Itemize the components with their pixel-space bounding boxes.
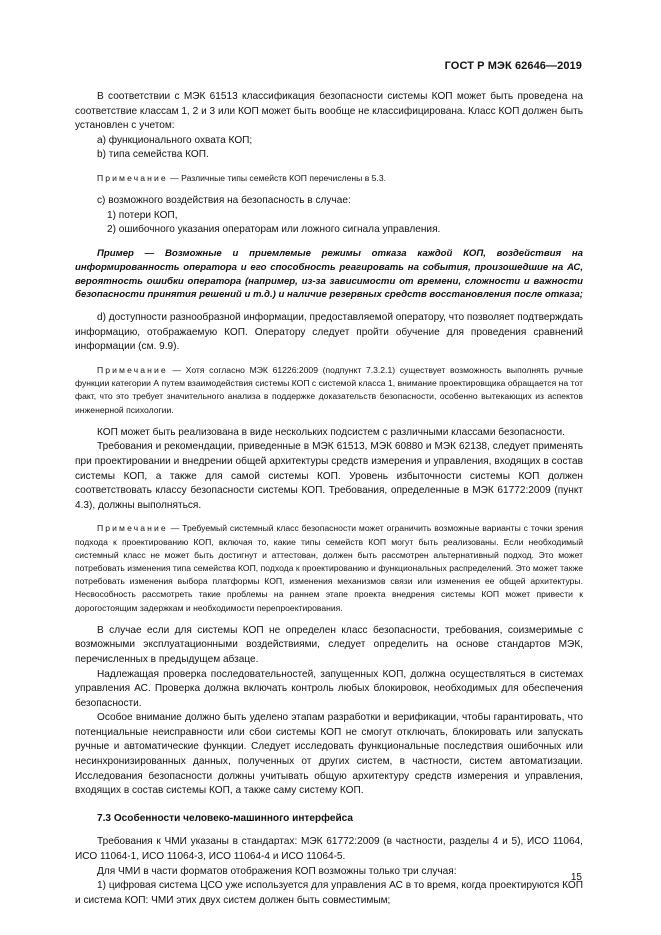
list-item-c2: 2) ошибочного указания операторам или ложного сигнала управления.	[107, 224, 441, 236]
standard-id-header: ГОСТ Р МЭК 62646—2019	[444, 60, 582, 72]
example-paragraph: Пример — Возможные и приемлемые режимы отказа каждой КОП, воздействия на информированность оператора и его способность реагировать на события, произошедшие на АС, вероятность ошибки оператора (например, из-за зависимости от времени, сложности и важности безопасности принятия решений и т.д.) и наличие резервных средств восстановления после отказа;	[75, 247, 583, 301]
list-item-c: c) возможного воздействия на безопасность в случае:	[97, 195, 351, 207]
paragraph-sequence-check: Надлежащая проверка последовательностей, запущенных КОП, должна осуществляться в системах управления АС. Проверка должна включать контроль любых блокировок, необходимых для обеспечения безопасности.	[75, 668, 583, 709]
list-item-d: d) доступности разнообразной информации, предоставляемой оператору, что позволяет подтверждать информацию, отображаемую КОП. Оператору следует пройти обучение для проведения сравнений информации (см. 9.9).	[75, 312, 583, 353]
paragraph-classification: В соответствии с МЭК 61513 классификация безопасности системы КОП может быть проведена на соответствие классам 1, 2 и 3 или КОП может быть вообще не классифицирована. Класс КОП должен быть установлен с учетом:	[75, 91, 583, 132]
list-item-a: a) функционального охвата КОП;	[97, 134, 253, 146]
list-item-b: b) типа семейства КОП.	[97, 149, 209, 161]
paragraph-subsystems: КОП может быть реализована в виде нескольких подсистем с различными классами безопасности.	[97, 426, 565, 438]
note-text: — Различные типы семейств КОП перечислены в 5.3.	[167, 172, 387, 183]
note-label: Примечание	[97, 364, 168, 375]
page-content	[75, 90, 583, 908]
note-2	[75, 364, 583, 417]
note-text: — Требуемый системный класс безопасности может ограничить возможные варианты с точки зрения подхода к проектированию КОП, включая то, какие типы семейств КОП могут быть реализованы. Если необходимый системный класс не может быть достигнут и аттестован, должен быть рассмотрен альтернативный подход. Это может потребовать изменения типа семейства КОП, подхода к проектированию и функциональных распределений. Это может также потребовать изменения выбора платформы КОП, изменения механизмов связи или изменения ее общей архитектуры. Несвособность рассмотреть такие проблемы на раннем этапе проекта внедрения системы КОП может привести к дорогостоящим задержкам и необходимости перепроектирования.	[75, 523, 583, 613]
note-label: Примечание	[97, 172, 168, 183]
note-3	[75, 522, 583, 614]
paragraph-hmi-cases: Для ЧМИ в части форматов отображения КОП возможны только три случая:	[97, 865, 457, 877]
section-heading: 7.3 Особенности человеко-машинного интерфейса	[97, 812, 354, 824]
paragraph-case-1: 1) цифровая система ЦСО уже используется для управления АС в то время, когда проектируются КОП и система КОП: ЧМИ этих двух систем должен быть совместимым;	[75, 880, 583, 906]
paragraph-undefined-class: В случае если для системы КОП не определен класс безопасности, требования, соизмеримые с возможными эксплуатационными воздействиями, следует определить на основе стандартов МЭК, перечисленных в предыдущем абзаце.	[75, 624, 583, 665]
note-1	[75, 172, 583, 185]
note-text: — Хотя согласно МЭК 61226:2009 (подпункт 7.3.2.1) существует возможность выполнять ручные функции категории А путем взаимодействия системы КОП с системой класса 1, внимание проектировщика обращается на тот факт, что это требует значительного анализа в поддержке доказательств безопасности, особенно вытекающих из аспектов инженерной психологии.	[75, 364, 583, 415]
page-number: 15	[570, 872, 582, 883]
list-item-c1: 1) потери КОП,	[107, 209, 178, 221]
paragraph-requirements: Требования и рекомендации, приведенные в МЭК 61513, МЭК 60880 и МЭК 62138, следует применять при проектировании и внедрении общей архитектуры средств измерения и управления, входящих в состав системы КОП, а также для самой системы КОП. Уровень избыточности системы КОП должен соответствовать классу безопасности системы КОП. Требования, определенные в МЭК 61772:2009 (пункт 4.3), должны выполняться.	[75, 441, 583, 511]
note-label: Примечание	[97, 523, 168, 534]
paragraph-verification: Особое внимание должно быть уделено этапам разработки и верификации, чтобы гарантировать, что потенциальные неисправности или сбои системы КОП не смогут отключать, блокировать или запускать ручные и автоматические функции. Следует исследовать функциональные последствия ошибочных или несинхронизированных данных, полученных от других систем, в частности, систем автоматизации. Исследования безопасности должны учитывать общую архитектуру средств измерения и управления, входящих в состав системы КОП, а также саму систему КОП.	[75, 712, 583, 797]
paragraph-hmi-requirements: Требования к ЧМИ указаны в стандартах: МЭК 61772:2009 (в частности, разделы 4 и 5), ИСО 11064, ИСО 11064-1, ИСО 11064-3, ИСО 11064-4 и ИСО 11064-5.	[75, 836, 583, 863]
